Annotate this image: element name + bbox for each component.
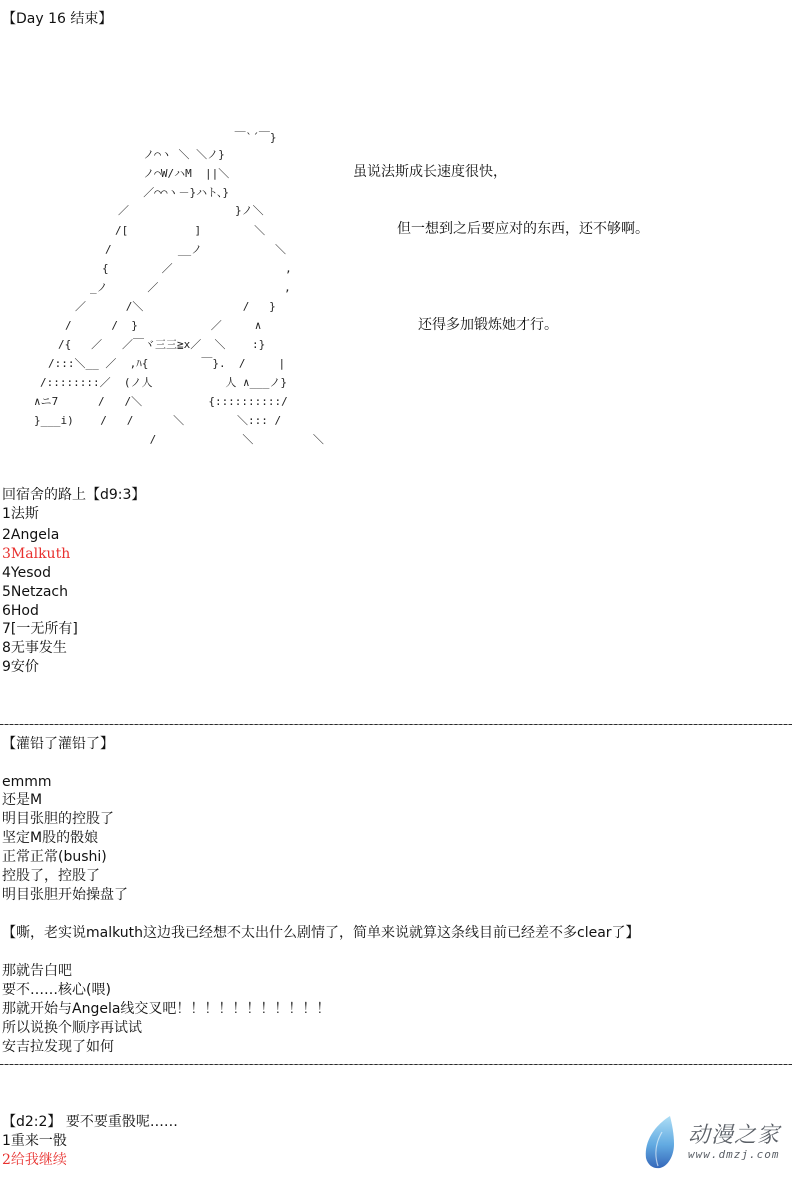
dice-heading: 【d2:2】 要不要重骰呢…… [2, 1114, 178, 1130]
dice-option: 1重来一骰 [2, 1133, 67, 1149]
dice-option-selected: 2给我继续 [2, 1152, 67, 1168]
choice-option: 7[一无所有] [2, 621, 78, 637]
watermark-url: www.dmzj.com [688, 1148, 780, 1161]
ascii-art-line: ／ /＼ / } [75, 300, 276, 313]
choice-option: 2Angela [2, 527, 60, 543]
ascii-art-line: ￣`´￣} [175, 131, 277, 144]
ascii-art-line: / ＼ ＼ [90, 433, 324, 446]
day-end-title: 【Day 16 结束】 [2, 11, 113, 27]
comment-line: 明目张胆的控股了 [2, 811, 114, 827]
choice-option: 9安价 [2, 659, 39, 675]
ascii-art-line: _ノ ／ , [90, 281, 291, 294]
watermark-title: 动漫之家 [688, 1123, 781, 1148]
comment-line: 所以说换个顺序再试试 [2, 1020, 142, 1036]
comment-line: 还是M [2, 792, 43, 808]
ascii-art-line: ／⌒⌒ヽ－}ハト、} [130, 186, 230, 199]
narration-line: 虽说法斯成长速度很快， [353, 164, 507, 180]
dmzj-watermark [640, 1112, 795, 1172]
section-divider [0, 1064, 792, 1065]
feather-logo-icon [640, 1114, 682, 1170]
narration-line: 还得多加锻炼她才行。 [418, 317, 558, 333]
choice-option: 8无事发生 [2, 640, 67, 656]
comment-line: 安吉拉发现了如何 [2, 1039, 114, 1055]
ascii-art-line: /:::＼__ ／ ,ﾊ{ ￣}. / | [48, 357, 286, 370]
choice-heading: 回宿舍的路上【d9:3】 [2, 487, 146, 503]
comment-line: emmm [2, 774, 52, 790]
comment-line: 那就告白吧 [2, 963, 72, 979]
comment-line: 正常正常(bushi) [2, 849, 107, 865]
ascii-art-line: ノ⌒ヽ ＼ ＼ノ} [130, 148, 225, 161]
ascii-art-line: ノ⌒W/ハM ||＼ [130, 167, 230, 180]
narration-line: 但一想到之后要应对的东西，还不够啊。 [397, 221, 649, 237]
comment-line: 要不……核心(喂) [2, 982, 111, 998]
ascii-art-line: /{ ／ ／￣ヾ三三≧x／ ＼ :} [58, 338, 266, 351]
comment-line: 控股了，控股了 [2, 868, 100, 884]
ascii-art-line: / __ノ ＼ [105, 243, 286, 256]
choice-option: 1法斯 [2, 506, 39, 522]
comment-line: 明目张胆开始操盘了 [2, 887, 128, 903]
comment-line: 坚定M股的骰娘 [2, 830, 99, 846]
comment-line: 那就开始与Angela线交叉吧！！！！！！！！！！！ [2, 1001, 331, 1017]
choice-option: 5Netzach [2, 584, 68, 600]
choice-option-selected: 3Malkuth [2, 546, 71, 562]
section-divider [0, 724, 792, 725]
choice-option: 6Hod [2, 603, 39, 619]
ascii-art-line: ／ }ノ＼ [118, 204, 264, 217]
ascii-art-line: { ／ , [102, 262, 292, 275]
ascii-art-line: ∧ニ7 / /＼ {::::::::::/ [34, 395, 288, 408]
choice-option: 4Yesod [2, 565, 51, 581]
comments-heading: 【灌铅了灌铅了】 [2, 736, 114, 752]
ascii-art-line: /::::::::／ (ノ人 人 ∧___ノ} [40, 376, 288, 389]
ascii-art-line: /[ ] ＼ [115, 224, 266, 237]
ascii-art-line: / / } ／ ∧ [65, 319, 262, 332]
ascii-art-line: }___i) / / ＼ ＼::: / [34, 414, 282, 427]
author-note: 【嘶，老实说malkuth这边我已经想不太出什么剧情了，简单来说就算这条线目前已经差不多clear了】 [2, 925, 640, 941]
